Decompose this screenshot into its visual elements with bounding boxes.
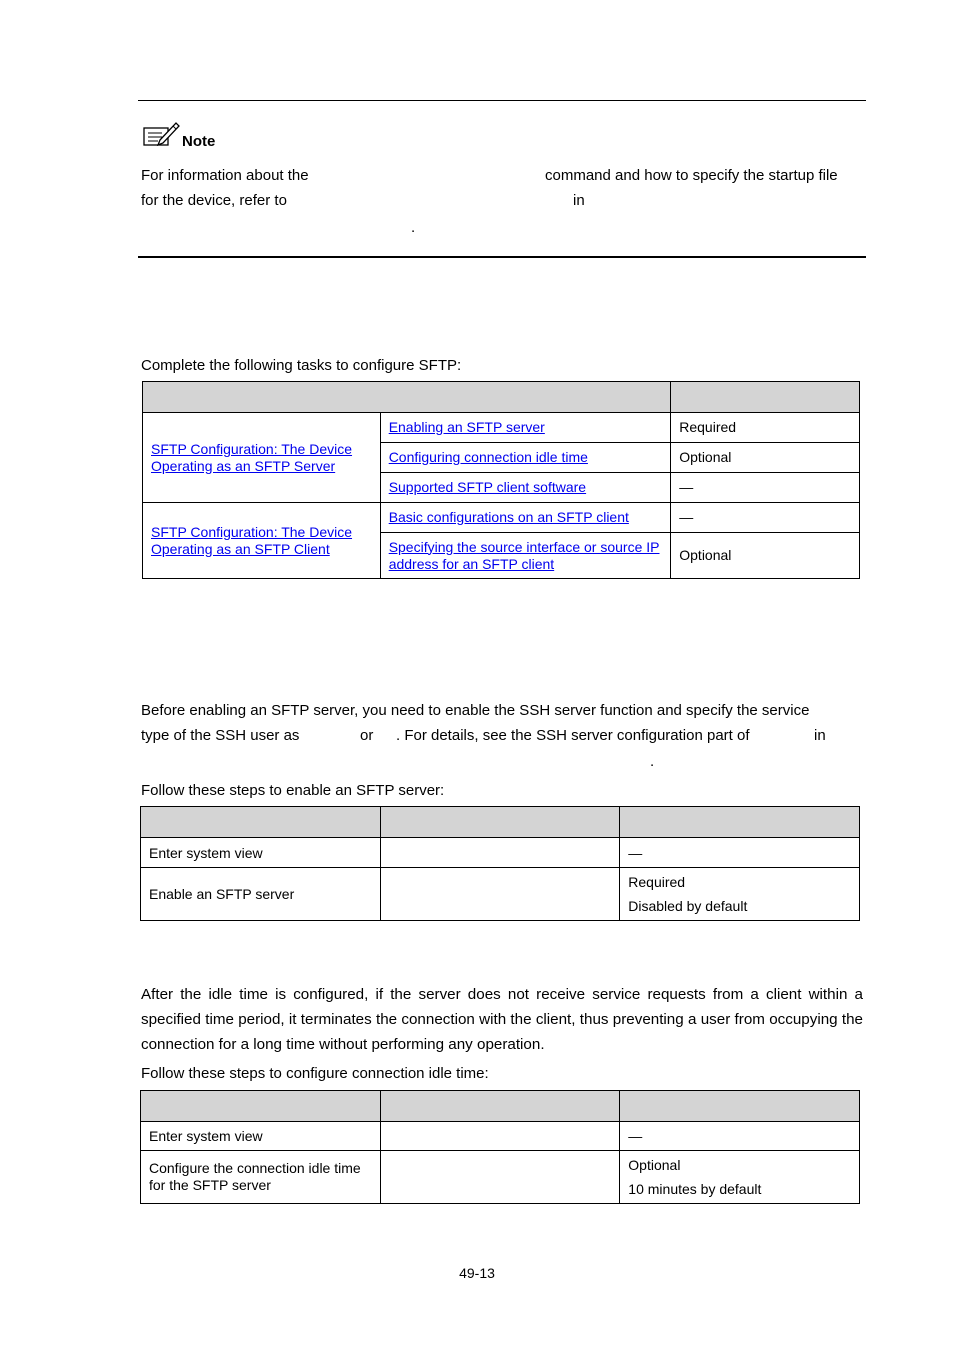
- enable-steps-intro: Follow these steps to enable an SFTP server:: [141, 782, 445, 799]
- table-row: [141, 1151, 860, 1204]
- remark-cell: [620, 868, 860, 921]
- steps-table-header: [141, 1091, 860, 1122]
- note-top-rule: [138, 100, 866, 101]
- remark-cell: [620, 1151, 860, 1204]
- group-cell: [143, 413, 381, 503]
- table-row: [143, 503, 860, 533]
- page-number: 49-13: [459, 1265, 495, 1281]
- tasks-table-header: [143, 382, 860, 413]
- group-cell: [143, 503, 381, 579]
- enable-para-line2-d: in: [814, 727, 826, 744]
- idle-steps-table: [140, 1090, 860, 1204]
- note-line-1-start: For information about the: [141, 167, 309, 184]
- enable-para-line2-b: or: [360, 727, 374, 744]
- enable-para-line3: .: [650, 753, 655, 770]
- enable-para-line1: Before enabling an SFTP server, you need to enable the SSH server function and specify the service: [141, 702, 810, 719]
- action-cell: Enable an SFTP server: [141, 868, 381, 921]
- task-link-source-interface[interactable]: Specifying the source interface or source IP address for an SFTP client: [388, 538, 660, 572]
- idle-paragraph: After the idle time is configured, if the server does not receive service requests from a client within a specified time period, it terminates the connection with the client, thus preventing a user from occupying the connection for a long time without performing any operation.: [141, 986, 863, 1053]
- idle-steps-intro: Follow these steps to configure connection idle time:: [141, 1065, 489, 1082]
- note-bottom-rule: [138, 256, 866, 258]
- remark-cell: Required: [671, 413, 860, 443]
- table-row: [141, 838, 860, 868]
- note-line-1-end: command and how to specify the startup file: [545, 167, 838, 184]
- note-line-2-end: in: [573, 192, 585, 209]
- remark-cell: —: [620, 1122, 860, 1151]
- remark-line: 10 minutes by default: [628, 1181, 762, 1197]
- enable-para-line2-c: . For details, see the SSH server configuration part of: [396, 727, 750, 744]
- action-cell: Enter system view: [141, 838, 381, 868]
- header-cell: [620, 807, 860, 838]
- remark-cell: —: [671, 503, 860, 533]
- header-cell-remarks: [671, 382, 860, 413]
- remark-line: Required: [628, 874, 686, 890]
- group-link-sftp-client[interactable]: SFTP Configuration: The Device Operating as an SFTP Client: [151, 523, 353, 557]
- task-cell: [380, 533, 671, 579]
- remark-cell: —: [620, 838, 860, 868]
- task-link-enable-sftp-server[interactable]: Enabling an SFTP server: [388, 419, 545, 435]
- enable-steps-table: [140, 806, 860, 921]
- group-link-sftp-server[interactable]: SFTP Configuration: The Device Operating as an SFTP Server: [151, 440, 353, 474]
- note-line-3: .: [411, 219, 416, 236]
- task-link-basic-client-config[interactable]: Basic configurations on an SFTP client: [388, 509, 629, 525]
- action-cell: Enter system view: [141, 1122, 381, 1151]
- remark-cell: Optional: [671, 443, 860, 473]
- task-link-idle-time[interactable]: Configuring connection idle time: [388, 449, 588, 465]
- steps-table-header: [141, 807, 860, 838]
- header-cell: [380, 1091, 620, 1122]
- task-cell: [380, 503, 671, 533]
- table-row: [141, 868, 860, 921]
- header-cell: [141, 1091, 381, 1122]
- note-line-2-start: for the device, refer to: [141, 192, 287, 209]
- table-row: [143, 413, 860, 443]
- tasks-table: [142, 381, 860, 579]
- header-cell-task: [143, 382, 671, 413]
- header-cell: [141, 807, 381, 838]
- command-cell: [380, 868, 620, 921]
- header-cell: [380, 807, 620, 838]
- remark-cell: Optional: [671, 533, 860, 579]
- remark-line: Optional: [628, 1157, 681, 1173]
- task-cell: [380, 443, 671, 473]
- command-cell: [380, 1151, 620, 1204]
- note-title: Note: [182, 133, 216, 150]
- task-cell: [380, 413, 671, 443]
- task-cell: [380, 473, 671, 503]
- task-link-client-software[interactable]: Supported SFTP client software: [388, 479, 587, 495]
- command-cell: [380, 838, 620, 868]
- header-cell: [620, 1091, 860, 1122]
- table-row: [141, 1122, 860, 1151]
- action-cell: Configure the connection idle time for the SFTP server: [141, 1151, 381, 1204]
- enable-para-line2-a: type of the SSH user as: [141, 727, 300, 744]
- note-icon: [142, 120, 180, 150]
- remark-line: Disabled by default: [628, 898, 748, 914]
- command-cell: [380, 1122, 620, 1151]
- tasks-intro: Complete the following tasks to configure SFTP:: [141, 357, 462, 374]
- remark-cell: —: [671, 473, 860, 503]
